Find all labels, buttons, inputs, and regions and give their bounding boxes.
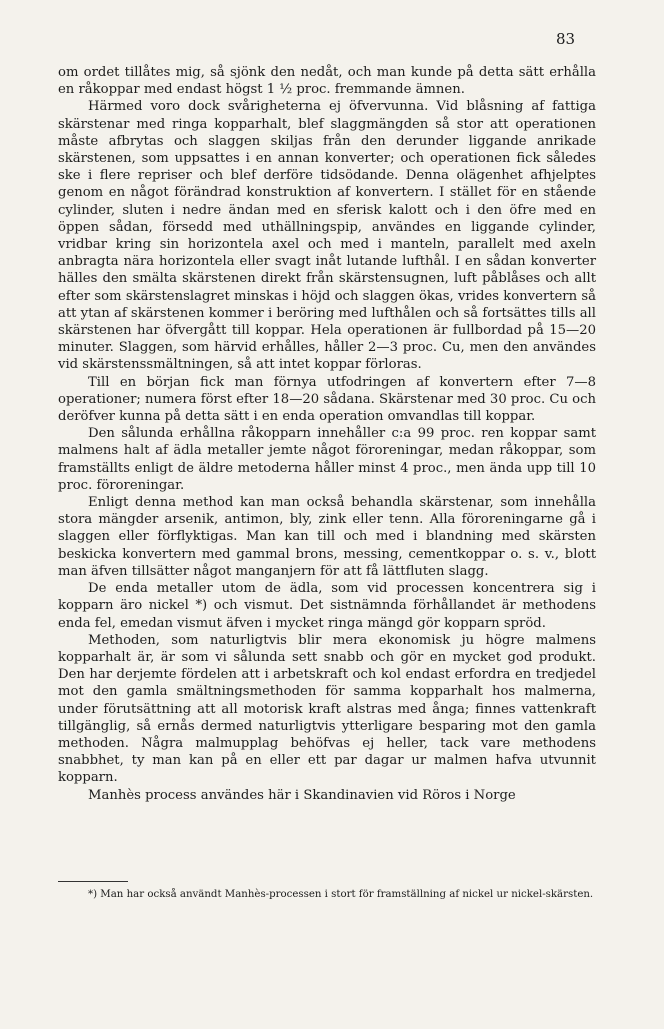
paragraph: om ordet tillåtes mig, så sjönk den nedåt, och man kunde på detta sätt erhålla en råkoppar med endast högst 1 ½ proc. fremmande ämnen. <box>58 65 596 98</box>
page-number: 83 <box>556 30 576 48</box>
paragraph: Till en början fick man förnya utfodringen af konvertern efter 7—8 operationer; numera först efter 18—20 sådana. Skärstenar med 30 proc. Cu och deröfver kunna på detta sätt i en enda operation omvandlas till koppar. <box>58 374 596 425</box>
footnote-text: *) Man har också användt Manhès-processen i stort för framställning af nickel ur nickel-skärsten. <box>88 889 594 900</box>
paragraph: Härmed voro dock svårigheterna ej öfvervunna. Vid blåsning af fattiga skärstenar med ringa kopparhalt, blef slaggmängden så stor att operationen måste afbrytas och slaggen skiljas från den derunder liggande anrikade skärstenen, som uppsattes i en annan konverter; och operationen fick således ske i flere repriser och blef derföre tidsödande. Denna olägenhet afhjelptes genom en något förändrad konstruktion af konvertern. I stället för en stående cylinder, sluten i nedre ändan med en sferisk kalott och i den öfre med en öppen sådan, försedd med uthällningspip, användes en liggande cylinder, vridbar kring sin horizontela axel och med i manteln, parallelt med axeln anbragta nära horizontela eller svagt inåt lutande lufthål. I en sådan konverter hälles den smälta skärstenen direkt från skärstensugnen, luft påblåses och allt efter som skärstenslagret minskas i höjd och slaggen ökas, vrides konvertern så att ytan af skärstenen kommer i beröring med lufthålen och så fortsättes tills all skärstenen har öfvergått till koppar. Hela operationen är fullbordad på 15—20 minuter. Slaggen, som härvid erhålles, håller 2—3 proc. Cu, men den användes vid skärstenssmältningen, så att intet koppar förloras. <box>58 99 596 373</box>
paragraph: Den sålunda erhållna råkopparn innehåller c:a 99 proc. ren koppar samt malmens halt af ädla metaller jemte något föroreningar, medan råkoppar, som framställts enligt de äldre metoderna håller minst 4 proc., men ända upp till 10 proc. föroreningar. <box>58 426 596 493</box>
paragraph: Methoden, som naturligtvis blir mera ekonomisk ju högre malmens kopparhalt är, är som vi sålunda sett snabb och gör en mycket god produkt. Den har derjemte fördelen att i arbetskraft och kol endast erfordra en tredjedel mot den gamla smältningsmethoden för samma kopparhalt hos malmerna, under förutsättning att all motorisk kraft alstras med ånga; finnes vattenkraft tillgänglig, så ernås dermed naturligtvis ytterligare besparing mot den gamla methoden. Några malmupplag behöfvas ej heller, tack vare methodens snabbhet, ty man kan på en eller ett par dagar ur malmen hafva utvunnit kopparn. <box>58 632 596 786</box>
body-text <box>58 64 596 804</box>
footnote <box>58 888 596 901</box>
paragraph: Enligt denna method kan man också behandla skärstenar, som innehålla stora mängder arsenik, antimon, bly, zink eller tenn. Alla föroreningarne gå i slaggen eller förflyktigas. Man kan till och med i blandning med skärsten beskicka konvertern med gammal brons, messing, cementkoppar o. s. v., blott man äfven tillsätter något manganjern för att få lättfluten slagg. <box>58 495 596 579</box>
paragraph: Manhès process användes här i Skandinavien vid Röros i Norge <box>88 787 516 803</box>
footnote-divider <box>58 881 128 882</box>
paragraph: De enda metaller utom de ädla, som vid processen koncentrera sig i kopparn äro nickel *) och vismut. Det sistnämnda förhållandet är methodens enda fel, emedan vismut äfven i mycket ringa mängd gör kopparn spröd. <box>58 581 596 631</box>
